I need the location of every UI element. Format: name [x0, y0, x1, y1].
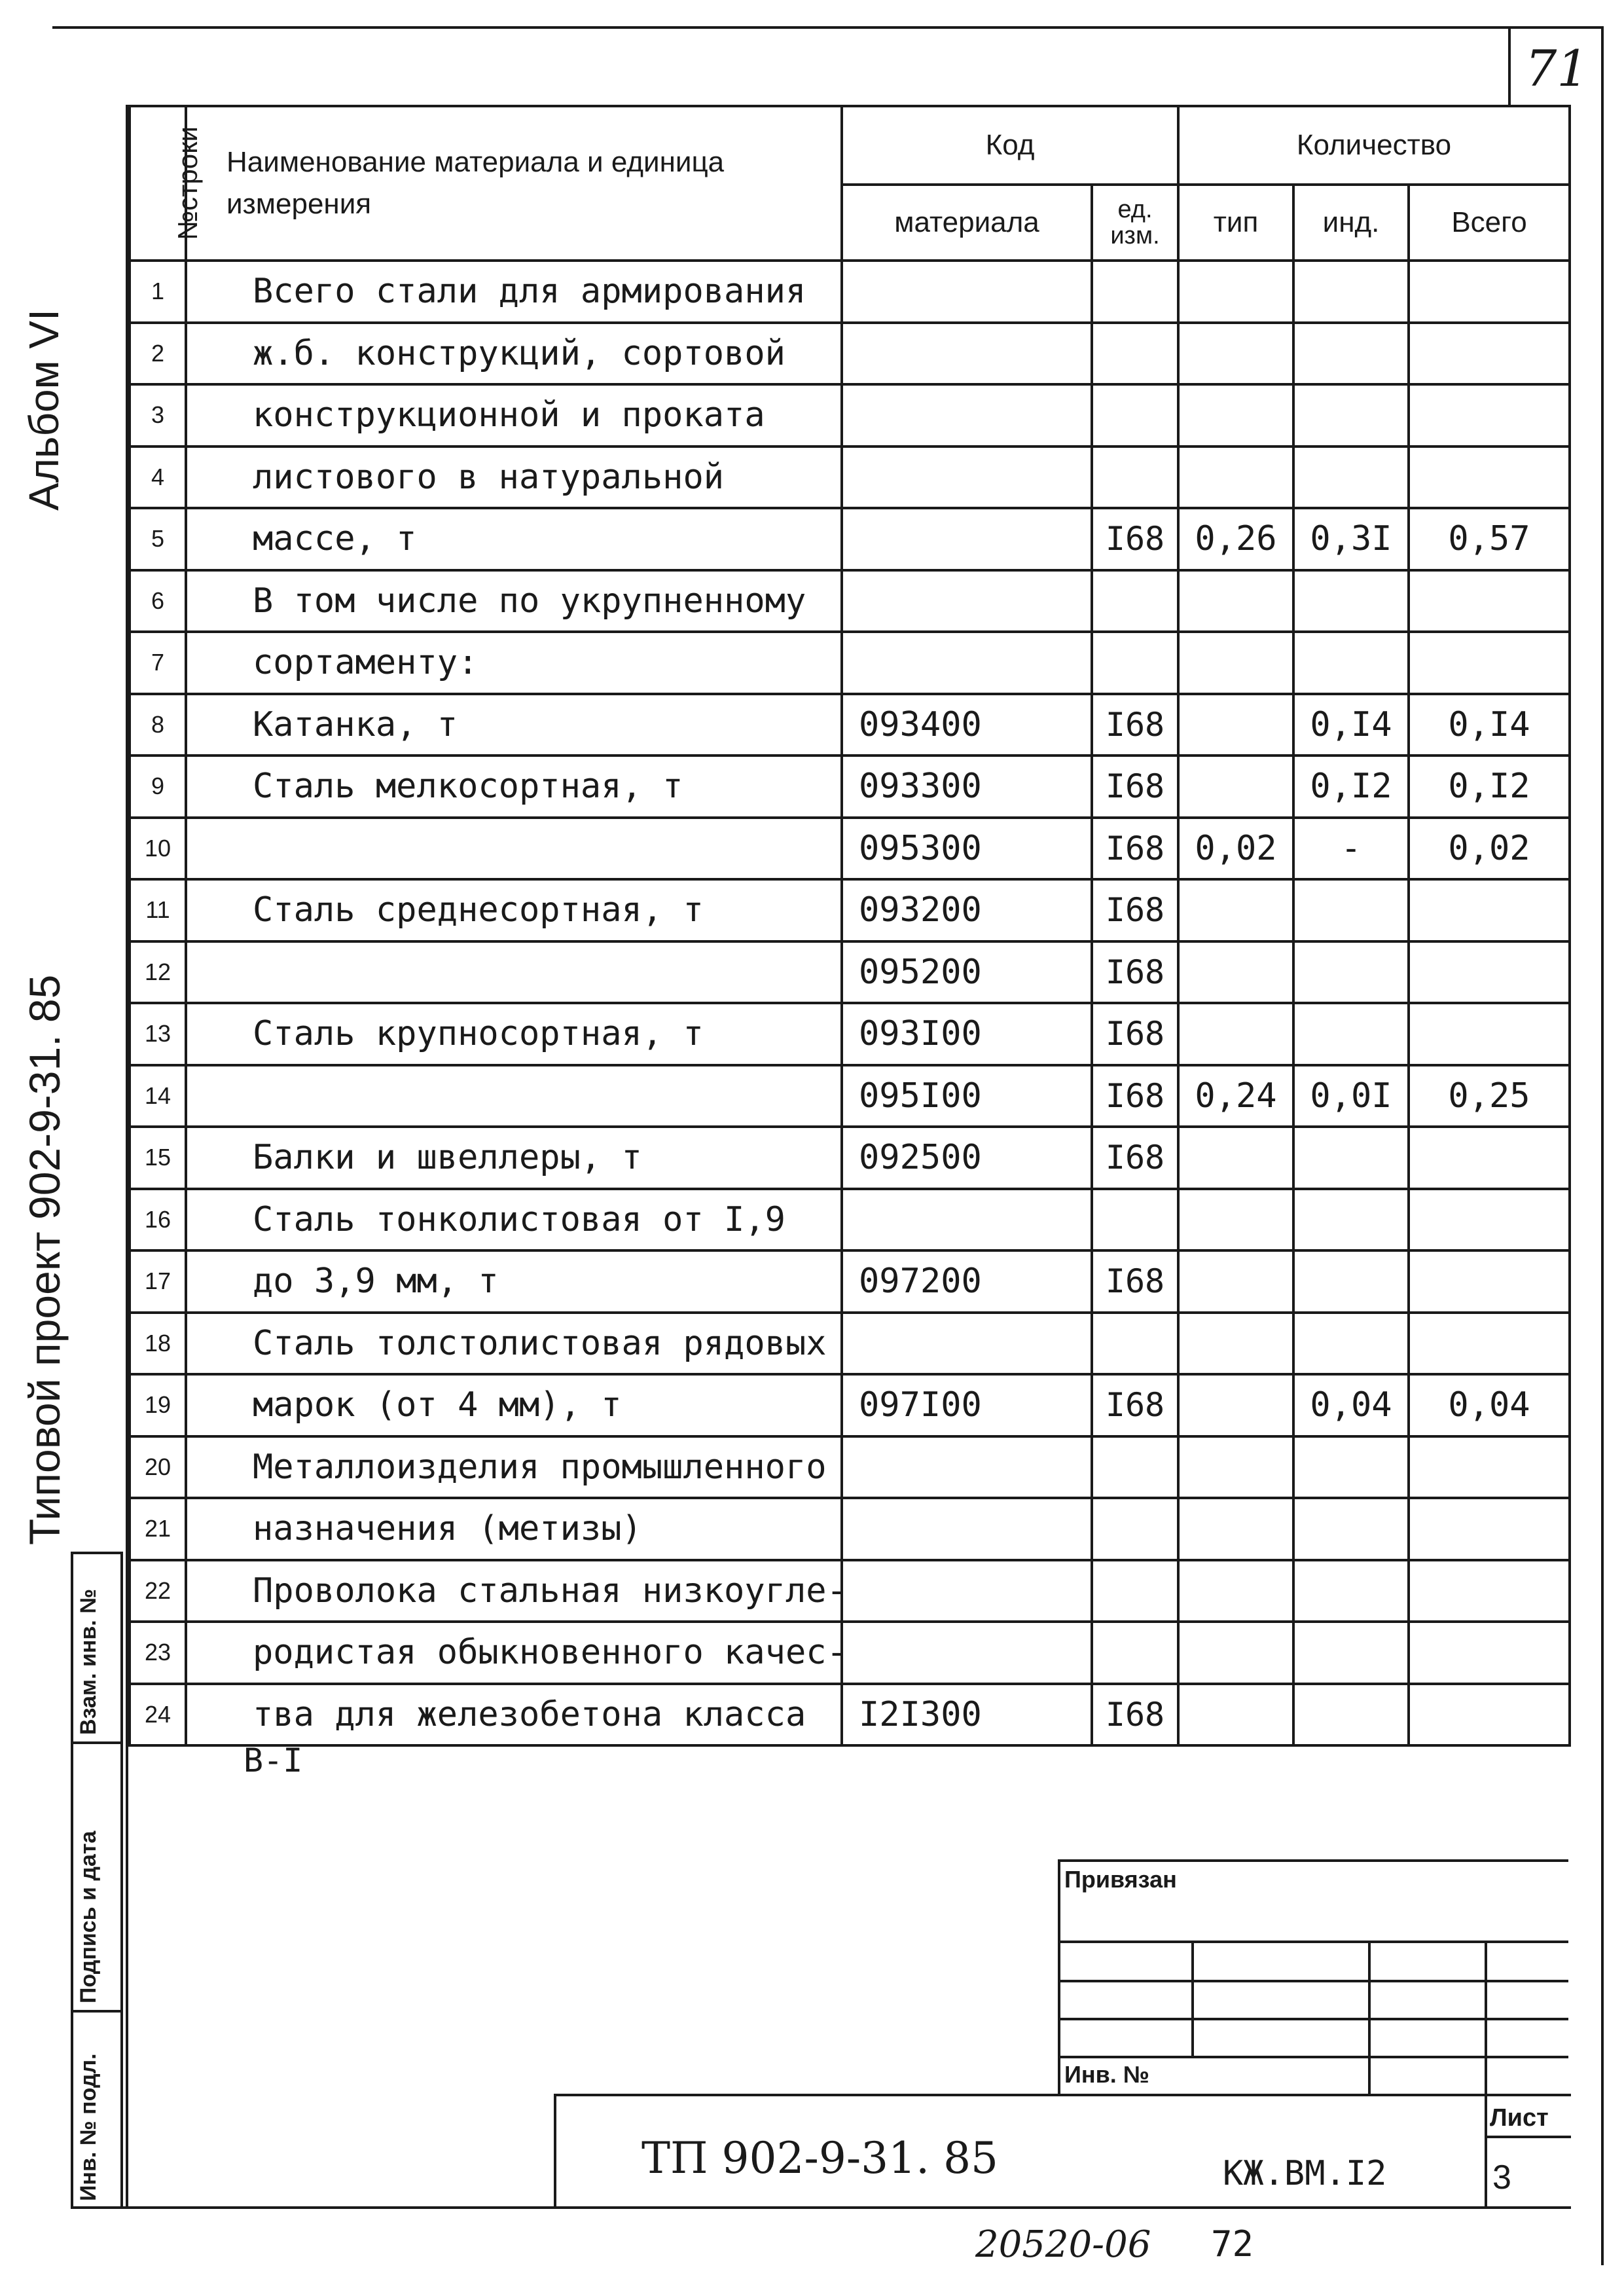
- binding-row-1: [1058, 1941, 1568, 1943]
- title-block-top: [554, 2094, 1571, 2096]
- material-name: В том числе по укрупненному: [186, 570, 842, 632]
- binding-col-1: [1191, 1941, 1194, 2056]
- qty-total: [1409, 1127, 1570, 1189]
- qty-ind: [1293, 384, 1409, 446]
- unit-code: I68: [1092, 694, 1178, 756]
- page-border-right: [1601, 26, 1604, 2265]
- qty-total: [1409, 1313, 1570, 1375]
- material-code: 097I00: [842, 1374, 1092, 1436]
- table-row: [130, 632, 1570, 694]
- qty-typ: [1178, 1003, 1293, 1065]
- qty-typ: [1178, 756, 1293, 818]
- page-number-box-left: [1508, 26, 1511, 105]
- qty-typ: 0,02: [1178, 818, 1293, 880]
- unit-code: [1092, 1622, 1178, 1684]
- qty-ind: [1293, 632, 1409, 694]
- unit-code: I68: [1092, 1003, 1178, 1065]
- row-number: 19: [130, 1374, 186, 1436]
- qty-typ: 0,26: [1178, 508, 1293, 570]
- table-row: [130, 1560, 1570, 1622]
- qty-typ: [1178, 1498, 1293, 1560]
- table-row: [130, 756, 1570, 818]
- doc-number: ТП 902-9-31. 85: [641, 2133, 999, 2183]
- qty-ind: [1293, 570, 1409, 632]
- qty-ind: [1293, 1684, 1409, 1746]
- unit-code: I68: [1092, 756, 1178, 818]
- qty-total: [1409, 570, 1570, 632]
- material-code: [842, 632, 1092, 694]
- qty-typ: [1178, 879, 1293, 941]
- row-number: 10: [130, 818, 186, 880]
- material-code: 093400: [842, 694, 1092, 756]
- material-name: массе, т: [186, 508, 842, 570]
- qty-ind: 0,I4: [1293, 694, 1409, 756]
- stamp-label-signature: Подпись и дата: [76, 1831, 101, 2003]
- material-name: листового в натуральной: [186, 446, 842, 509]
- header-typ: тип: [1178, 185, 1293, 261]
- stamp-box-mid: [120, 1552, 123, 2209]
- qty-typ: [1178, 1684, 1293, 1746]
- row-number: 7: [130, 632, 186, 694]
- footer-page: 72: [1211, 2223, 1254, 2265]
- table-body: [130, 261, 1570, 1745]
- header-row-number: [130, 106, 203, 261]
- material-code: [842, 1436, 1092, 1499]
- binding-row-4: [1058, 2056, 1568, 2058]
- material-code: [842, 1189, 1092, 1251]
- qty-total: 0,25: [1409, 1065, 1570, 1127]
- qty-ind: 0,04: [1293, 1374, 1409, 1436]
- row-number: 4: [130, 446, 186, 509]
- material-code: [842, 323, 1092, 385]
- material-name: Сталь крупносортная, т: [186, 1003, 842, 1065]
- qty-typ: [1178, 384, 1293, 446]
- row-number: 14: [130, 1065, 186, 1127]
- row-number: 13: [130, 1003, 186, 1065]
- table-row: [130, 446, 1570, 509]
- qty-total: [1409, 446, 1570, 509]
- table-row: [130, 323, 1570, 385]
- binding-label: Привязан: [1064, 1866, 1177, 1893]
- page-border-top: [52, 26, 1604, 29]
- material-name: Сталь тонколистовая от I,9: [186, 1189, 842, 1251]
- unit-code: [1092, 261, 1178, 323]
- qty-ind: [1293, 1560, 1409, 1622]
- row-number: 2: [130, 323, 186, 385]
- material-code: 097200: [842, 1250, 1092, 1313]
- qty-total: [1409, 879, 1570, 941]
- qty-typ: [1178, 1127, 1293, 1189]
- material-code: I2I300: [842, 1684, 1092, 1746]
- material-name: Сталь среднесортная, т: [186, 879, 842, 941]
- unit-code: [1092, 1313, 1178, 1375]
- page-number: 71: [1525, 39, 1589, 98]
- stamp-label-replace: Взам. инв. №: [76, 1588, 101, 1735]
- row-number: 12: [130, 941, 186, 1004]
- material-code: [842, 1313, 1092, 1375]
- table-row: [130, 1065, 1570, 1127]
- binding-top: [1058, 1859, 1568, 1862]
- table-row: [130, 1250, 1570, 1313]
- qty-ind: [1293, 1498, 1409, 1560]
- qty-ind: [1293, 1622, 1409, 1684]
- row-number: 21: [130, 1498, 186, 1560]
- material-name: [186, 941, 842, 1004]
- material-code: 092500: [842, 1127, 1092, 1189]
- material-code: [842, 261, 1092, 323]
- unit-code: I68: [1092, 1065, 1178, 1127]
- binding-col-2: [1368, 1941, 1371, 2094]
- row-number: 8: [130, 694, 186, 756]
- table-row: [130, 1127, 1570, 1189]
- table-row: [130, 1313, 1570, 1375]
- header-name: Наименование материала и единица измерения: [186, 106, 842, 261]
- unit-code: I68: [1092, 818, 1178, 880]
- header-code-group: Код: [842, 106, 1178, 185]
- qty-ind: [1293, 879, 1409, 941]
- material-name: сортаменту:: [186, 632, 842, 694]
- material-name: Балки и швеллеры, т: [186, 1127, 842, 1189]
- material-code: 095I00: [842, 1065, 1092, 1127]
- qty-typ: [1178, 1313, 1293, 1375]
- material-name: Металлоизделия промышленного: [186, 1436, 842, 1499]
- material-code: 095200: [842, 941, 1092, 1004]
- unit-code: [1092, 1498, 1178, 1560]
- material-code: 093200: [842, 879, 1092, 941]
- qty-typ: [1178, 1622, 1293, 1684]
- header-quantity-group: Количество: [1178, 106, 1570, 185]
- table-row: [130, 508, 1570, 570]
- qty-total: [1409, 1684, 1570, 1746]
- table-row: [130, 1622, 1570, 1684]
- project-label: Типовой проект 902-9-31. 85: [20, 974, 69, 1545]
- row-number: 17: [130, 1250, 186, 1313]
- qty-ind: 0,I2: [1293, 756, 1409, 818]
- qty-ind: [1293, 1436, 1409, 1499]
- table-row: [130, 879, 1570, 941]
- table-row: [130, 570, 1570, 632]
- qty-typ: [1178, 1436, 1293, 1499]
- stamp-sep-2: [71, 2010, 123, 2013]
- qty-total: [1409, 1436, 1570, 1499]
- material-code: 093300: [842, 756, 1092, 818]
- table-row: [130, 941, 1570, 1004]
- stamp-box-top: [71, 1552, 123, 1554]
- sheet-number: 3: [1492, 2159, 1511, 2196]
- unit-code: [1092, 384, 1178, 446]
- binding-inv-label: Инв. №: [1064, 2061, 1149, 2088]
- material-name: конструкционной и проката: [186, 384, 842, 446]
- title-block-left: [554, 2094, 556, 2209]
- material-name: марок (от 4 мм), т: [186, 1374, 842, 1436]
- qty-typ: [1178, 570, 1293, 632]
- material-name: тва для железобетона класса: [186, 1684, 842, 1746]
- qty-total: [1409, 1003, 1570, 1065]
- material-name: Проволока стальная низкоугле-: [186, 1560, 842, 1622]
- unit-code: I68: [1092, 1127, 1178, 1189]
- qty-typ: [1178, 446, 1293, 509]
- material-code: [842, 508, 1092, 570]
- qty-total: [1409, 384, 1570, 446]
- qty-total: 0,I4: [1409, 694, 1570, 756]
- qty-total: [1409, 1498, 1570, 1560]
- archive-number: 20520-06: [975, 2223, 1151, 2266]
- qty-ind: [1293, 1003, 1409, 1065]
- header-row-number-label: №строки: [171, 126, 203, 240]
- table-row: [130, 1498, 1570, 1560]
- doc-mark: КЖ.ВМ.I2: [1223, 2154, 1387, 2193]
- unit-code: [1092, 323, 1178, 385]
- table-row: [130, 384, 1570, 446]
- row-number: 3: [130, 384, 186, 446]
- qty-total: 0,04: [1409, 1374, 1570, 1436]
- row-number: 6: [130, 570, 186, 632]
- sheet-box-left: [1485, 2094, 1487, 2209]
- table-row: [130, 818, 1570, 880]
- table-row: [130, 1374, 1570, 1436]
- qty-total: [1409, 1250, 1570, 1313]
- stamp-label-original: Инв. № подл.: [76, 2053, 101, 2201]
- row-number: 24: [130, 1684, 186, 1746]
- qty-total: [1409, 632, 1570, 694]
- qty-ind: 0,3I: [1293, 508, 1409, 570]
- material-code: [842, 1622, 1092, 1684]
- qty-typ: [1178, 261, 1293, 323]
- qty-total: 0,I2: [1409, 756, 1570, 818]
- unit-code: [1092, 632, 1178, 694]
- material-name: Всего стали для армирования: [186, 261, 842, 323]
- material-code: [842, 1498, 1092, 1560]
- header-material: материала: [842, 185, 1092, 261]
- material-code: 093I00: [842, 1003, 1092, 1065]
- qty-typ: [1178, 941, 1293, 1004]
- binding-row-3: [1058, 2018, 1568, 2020]
- unit-code: I68: [1092, 879, 1178, 941]
- qty-typ: [1178, 1250, 1293, 1313]
- qty-ind: [1293, 1189, 1409, 1251]
- material-code: [842, 570, 1092, 632]
- table-row: [130, 1436, 1570, 1499]
- unit-code: I68: [1092, 1684, 1178, 1746]
- qty-ind: 0,0I: [1293, 1065, 1409, 1127]
- stamp-sep-1: [71, 1741, 123, 1744]
- qty-typ: 0,24: [1178, 1065, 1293, 1127]
- qty-total: [1409, 323, 1570, 385]
- qty-ind: [1293, 323, 1409, 385]
- material-code: [842, 1560, 1092, 1622]
- qty-total: [1409, 1622, 1570, 1684]
- table-row: [130, 1189, 1570, 1251]
- page-border-bottom: [71, 2206, 1571, 2209]
- qty-ind: [1293, 1127, 1409, 1189]
- unit-code: [1092, 1560, 1178, 1622]
- material-name: назначения (метизы): [186, 1498, 842, 1560]
- qty-total: [1409, 941, 1570, 1004]
- binding-col-3: [1485, 1941, 1487, 2094]
- row-number: 9: [130, 756, 186, 818]
- table-row: [130, 261, 1570, 323]
- unit-code: I68: [1092, 508, 1178, 570]
- material-name: до 3,9 мм, т: [186, 1250, 842, 1313]
- table-row: [130, 1003, 1570, 1065]
- row-number: 20: [130, 1436, 186, 1499]
- binding-left: [1058, 1859, 1060, 2094]
- material-code: [842, 446, 1092, 509]
- material-name: [186, 818, 842, 880]
- album-label: Альбом VI: [20, 309, 67, 511]
- qty-typ: [1178, 323, 1293, 385]
- qty-typ: [1178, 694, 1293, 756]
- unit-code: [1092, 1436, 1178, 1499]
- header-total: Всего: [1409, 185, 1570, 261]
- header-ind: инд.: [1293, 185, 1409, 261]
- material-code: [842, 384, 1092, 446]
- row-number: 22: [130, 1560, 186, 1622]
- qty-ind: [1293, 941, 1409, 1004]
- binding-row-2: [1058, 1980, 1568, 1982]
- unit-code: I68: [1092, 1250, 1178, 1313]
- unit-code: [1092, 1189, 1178, 1251]
- qty-ind: [1293, 1313, 1409, 1375]
- header-unit: ед. изм.: [1092, 185, 1178, 261]
- qty-typ: [1178, 1374, 1293, 1436]
- qty-ind: [1293, 261, 1409, 323]
- sheet-box-sep: [1485, 2136, 1571, 2138]
- material-name: Катанка, т: [186, 694, 842, 756]
- qty-typ: [1178, 632, 1293, 694]
- table-row: [130, 1684, 1570, 1746]
- qty-total: 0,02: [1409, 818, 1570, 880]
- row-number: 11: [130, 879, 186, 941]
- qty-ind: [1293, 1250, 1409, 1313]
- material-name: [186, 1065, 842, 1127]
- row-number: 15: [130, 1127, 186, 1189]
- row-number: 1: [130, 261, 186, 323]
- qty-total: [1409, 261, 1570, 323]
- row-number: 5: [130, 508, 186, 570]
- qty-typ: [1178, 1560, 1293, 1622]
- sheet-label: Лист: [1490, 2104, 1549, 2132]
- materials-table: [128, 105, 1571, 1747]
- qty-total: [1409, 1189, 1570, 1251]
- table-row: [130, 694, 1570, 756]
- qty-total: [1409, 1560, 1570, 1622]
- row-number: 18: [130, 1313, 186, 1375]
- qty-typ: [1178, 1189, 1293, 1251]
- unit-code: I68: [1092, 1374, 1178, 1436]
- unit-code: I68: [1092, 941, 1178, 1004]
- unit-code: [1092, 446, 1178, 509]
- material-name: родистая обыкновенного качес-: [186, 1622, 842, 1684]
- material-name: ж.б. конструкций, сортовой: [186, 323, 842, 385]
- qty-ind: -: [1293, 818, 1409, 880]
- stamp-box-left: [71, 1552, 73, 2209]
- row-number: 23: [130, 1622, 186, 1684]
- row-number: 16: [130, 1189, 186, 1251]
- continuation-text: В-I: [244, 1741, 303, 1779]
- qty-total: 0,57: [1409, 508, 1570, 570]
- material-name: Сталь мелкосортная, т: [186, 756, 842, 818]
- material-name: Сталь толстолистовая рядовых: [186, 1313, 842, 1375]
- unit-code: [1092, 570, 1178, 632]
- qty-ind: [1293, 446, 1409, 509]
- material-code: 095300: [842, 818, 1092, 880]
